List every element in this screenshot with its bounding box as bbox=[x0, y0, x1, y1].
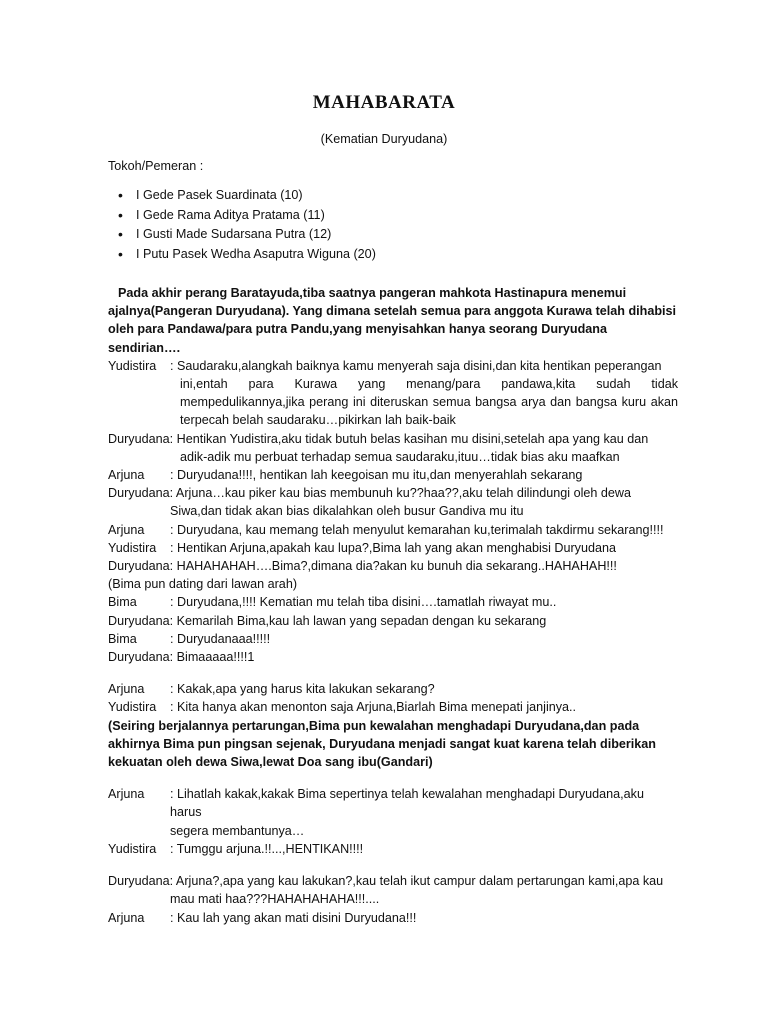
stage-direction: (Seiring berjalannya pertarungan,Bima pun kewalahan menghadapi Duryudana,dan pada akhirnya Bima pun pingsan sejenak, Duryudana menjadi sangat kuat karena telah diberikan kekuatan oleh dewa Siwa,lewat Doa sang ibu(Gandari) bbox=[108, 718, 657, 770]
cast-list bbox=[118, 186, 376, 264]
dialogue-text: : Lihatlah kakak,kakak Bima sepertinya telah kewalahan menghadapi Duryudana,aku harus bbox=[170, 787, 644, 820]
dialogue-line bbox=[108, 648, 678, 666]
dialogue-continuation: Siwa,dan tidak akan bias dikalahkan oleh busur Gandiva mu itu bbox=[170, 504, 524, 519]
spacer bbox=[108, 858, 678, 872]
dialogue-continuation: adik-adik mu perbuat terhadap semua saudaraku,ituu…tidak bias aku maafkan bbox=[180, 449, 620, 464]
dialogue-line bbox=[108, 484, 678, 502]
dialogue-text: : Kemarilah Bima,kau lah lawan yang sepadan dengan ku sekarang bbox=[169, 613, 547, 628]
speaker-name: Duryudana bbox=[108, 650, 170, 665]
speaker-name: Duryudana bbox=[108, 486, 170, 501]
dialogue-text: : Duryudana,!!!! Kematian mu telah tiba disini….tamatlah riwayat mu.. bbox=[170, 595, 557, 610]
dialogue-continuation: ini,entah para Kurawa yang menang/para pandawa,kita sudah tidak mempedulikannya,jika perang ini diteruskan semua bangsa arya dan bangsa kuru akan terpecah belah saudaraku…pikirkan lah baik-baik bbox=[180, 377, 678, 428]
dialogue-line bbox=[108, 357, 678, 375]
speaker-name: Arjuna bbox=[108, 522, 145, 537]
speaker-name: Bima bbox=[108, 631, 137, 646]
dialogue-line bbox=[108, 430, 678, 448]
dialogue-text: : Duryudana!!!!, hentikan lah keegoisan mu itu,dan menyerahlah sekarang bbox=[170, 468, 583, 483]
speaker-name: Arjuna bbox=[108, 910, 145, 925]
cast-item: • I Gede Rama Aditya Pratama (11) bbox=[118, 206, 376, 226]
speaker-name: Duryudana bbox=[108, 559, 170, 574]
dialogue-line bbox=[108, 840, 678, 858]
dialogue-text: : Kita hanya akan menonton saja Arjuna,Biarlah Bima menepati janjinya.. bbox=[170, 700, 577, 715]
dialogue-text: : Hentikan Yudistira,aku tidak butuh belas kasihan mu disini,setelah apa yang kau dan bbox=[169, 431, 649, 446]
speaker-name: Yudistira bbox=[108, 841, 157, 856]
dialogue-continuation: segera membantunya… bbox=[170, 823, 305, 838]
speaker-name: Arjuna bbox=[108, 682, 145, 697]
dialogue-line bbox=[108, 593, 678, 611]
document-subtitle: (Kematian Duryudana) bbox=[320, 132, 448, 146]
spacer bbox=[108, 666, 678, 680]
dialogue-line bbox=[108, 539, 678, 557]
speaker-name: Bima bbox=[108, 595, 137, 610]
script-body bbox=[108, 284, 678, 927]
cast-item: • I Gusti Made Sudarsana Putra (12) bbox=[118, 225, 376, 245]
speaker-name: Duryudana bbox=[108, 874, 170, 889]
dialogue-line bbox=[108, 680, 678, 698]
dialogue-text: : Arjuna?,apa yang kau lakukan?,kau telah ikut campur dalam pertarungan kami,apa kau bbox=[169, 874, 664, 889]
dialogue-text: : Duryudanaaa!!!!! bbox=[170, 631, 271, 646]
dialogue-line bbox=[108, 557, 678, 575]
cast-item: • I Putu Pasek Wedha Asaputra Wiguna (20) bbox=[118, 245, 376, 265]
dialogue-line bbox=[108, 630, 678, 648]
dialogue-line bbox=[108, 909, 678, 927]
dialogue-text: : Duryudana, kau memang telah menyulut kemarahan ku,terimalah takdirmu sekarang!!!! bbox=[170, 522, 664, 537]
speaker-name: Yudistira bbox=[108, 358, 157, 373]
dialogue-text: : HAHAHAHAH….Bima?,dimana dia?akan ku bunuh dia sekarang..HAHAHAH!!! bbox=[169, 559, 617, 574]
speaker-name: Yudistira bbox=[108, 540, 157, 555]
cast-label: Tokoh/Pemeran : bbox=[108, 159, 204, 173]
speaker-name: Duryudana bbox=[108, 613, 170, 628]
dialogue-continuation: mau mati haa???HAHAHAHAHA!!!.... bbox=[170, 892, 380, 907]
document-title: MAHABARATA bbox=[312, 92, 456, 113]
dialogue-line bbox=[108, 466, 678, 484]
spacer bbox=[108, 771, 678, 785]
dialogue-text: : Kau lah yang akan mati disini Duryudana!!! bbox=[170, 910, 417, 925]
dialogue-line bbox=[108, 785, 678, 821]
speaker-name: Arjuna bbox=[108, 787, 145, 802]
dialogue-text: : Hentikan Arjuna,apakah kau lupa?,Bima lah yang akan menghabisi Duryudana bbox=[170, 540, 616, 555]
dialogue-text: : Tumggu arjuna.!!...,HENTIKAN!!!! bbox=[170, 841, 364, 856]
cast-item: • I Gede Pasek Suardinata (10) bbox=[118, 186, 376, 206]
dialogue-line bbox=[108, 521, 678, 539]
dialogue-text: : Bimaaaaa!!!!1 bbox=[169, 650, 255, 665]
dialogue-text: : Arjuna…kau piker kau bias membunuh ku??haa??,aku telah dilindungi oleh dewa bbox=[169, 486, 632, 501]
intro-paragraph: Pada akhir perang Baratayuda,tiba saatnya pangeran mahkota Hastinapura menemui ajalnya(Pangeran Duryudana). Yang dimana setelah semua para anggota Kurawa telah dihabisi oleh para Pandawa/para putra Pandu,yang menyisahkan hanya seorang Duryudana sendirian…. bbox=[108, 286, 677, 355]
speaker-name: Duryudana bbox=[108, 431, 170, 446]
dialogue-text: : Kakak,apa yang harus kita lakukan sekarang? bbox=[170, 682, 435, 697]
speaker-name: Yudistira bbox=[108, 700, 157, 715]
dialogue-line bbox=[108, 872, 678, 890]
dialogue-line bbox=[108, 612, 678, 630]
stage-direction: (Bima pun dating dari lawan arah) bbox=[108, 577, 298, 592]
speaker-name: Arjuna bbox=[108, 468, 145, 483]
dialogue-line bbox=[108, 698, 678, 716]
dialogue-text: : Saudaraku,alangkah baiknya kamu menyerah saja disini,dan kita hentikan peperangan bbox=[170, 358, 662, 373]
